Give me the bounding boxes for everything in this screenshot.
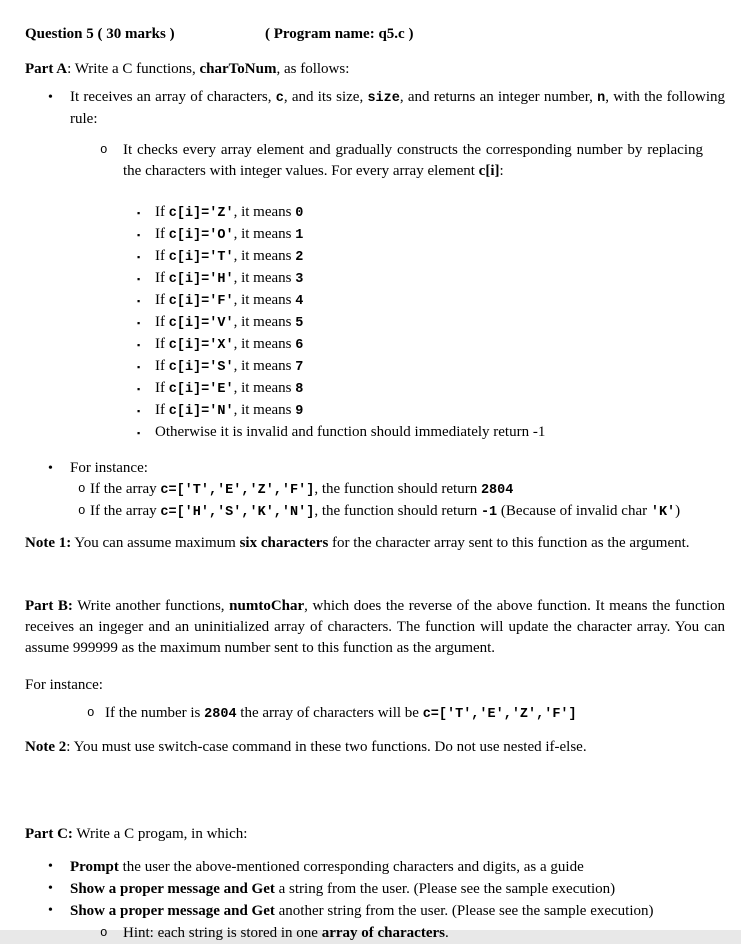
square-bullet-icon: ▪ <box>137 208 141 218</box>
square-bullet-icon: ▪ <box>137 340 141 350</box>
mapping-item-text: If c[i]='O', it means 1 <box>155 226 304 243</box>
mapping-item-otherwise <box>137 422 725 443</box>
bullet-text: Show a proper message and Get a string from the user. (Please see the sample execution) <box>70 881 616 897</box>
sub-bullet-checks-text: It checks every array element and gradually constructs the corresponding number by replacing the characters with integer values. For every array element c[i]: <box>123 142 703 179</box>
circle-bullet-icon: o <box>78 504 86 518</box>
bullet-text: Show a proper message and Get another string from the user. (Please see the sample execution) <box>70 903 654 919</box>
square-bullet-icon: ▪ <box>137 428 141 438</box>
mapping-item-text: If c[i]='N', it means 9 <box>155 402 304 419</box>
square-bullet-icon: ▪ <box>137 252 141 262</box>
circle-bullet-icon: o <box>100 926 108 940</box>
char-mapping-list <box>25 202 725 443</box>
square-bullet-icon: ▪ <box>137 274 141 284</box>
bullet-prompt <box>48 856 725 878</box>
mapping-item <box>137 400 725 422</box>
part-c-list <box>25 856 725 944</box>
for-instance-label-b: For instance: <box>25 677 103 693</box>
part-a-heading: Part A: Write a C functions, charToNum, as follows: <box>25 61 350 77</box>
bullet-receives-text: It receives an array of characters, c, and its size, size, and returns an integer number, n, with the following rule: <box>70 89 726 127</box>
mapping-item-text: If c[i]='H', it means 3 <box>155 270 304 287</box>
example-text: If the array c=['T','E','Z','F'], the function should return 2804 <box>90 481 514 498</box>
mapping-item <box>137 246 725 268</box>
program-name: ( Program name: q5.c ) <box>265 26 414 42</box>
mapping-item <box>137 268 725 290</box>
mapping-item <box>137 312 725 334</box>
example-text: If the number is 2804 the array of characters will be c=['T','E','Z','F'] <box>105 705 577 722</box>
disc-bullet-icon: • <box>48 461 53 476</box>
question-title: Question 5 ( 30 marks ) <box>25 26 175 42</box>
circle-bullet-icon: o <box>100 143 108 157</box>
bullet-get-string-2 <box>48 900 725 922</box>
mapping-item-text: If c[i]='V', it means 5 <box>155 314 304 331</box>
mapping-item-text: If c[i]='S', it means 7 <box>155 358 304 375</box>
square-bullet-icon: ▪ <box>137 230 141 240</box>
bullet-text: Prompt the user the above-mentioned corresponding characters and digits, as a guide <box>70 859 584 875</box>
square-bullet-icon: ▪ <box>137 384 141 394</box>
mapping-item <box>137 356 725 378</box>
question-header <box>25 24 725 45</box>
mapping-item-text: If c[i]='T', it means 2 <box>155 248 304 265</box>
mapping-item <box>137 202 725 224</box>
example-chartonum-1 <box>78 479 725 501</box>
for-instance-label: For instance: <box>70 460 148 476</box>
mapping-item-text: If c[i]='E', it means 8 <box>155 380 304 397</box>
mapping-item-text: If c[i]='X', it means 6 <box>155 336 304 353</box>
mapping-item-text: Otherwise it is invalid and function should immediately return -1 <box>155 424 546 440</box>
square-bullet-icon: ▪ <box>137 296 141 306</box>
note-1: Note 1: You can assume maximum six characters for the character array sent to this function as the argument. <box>25 535 690 551</box>
mapping-item <box>137 378 725 400</box>
mapping-item <box>137 334 725 356</box>
mapping-item <box>137 224 725 246</box>
square-bullet-icon: ▪ <box>137 318 141 328</box>
sub-bullet-checks <box>100 140 725 182</box>
mapping-item-text: If c[i]='Z', it means 0 <box>155 204 304 221</box>
part-c-heading: Part C: Write a C progam, in which: <box>25 826 248 842</box>
square-bullet-icon: ▪ <box>137 362 141 372</box>
mapping-item-text: If c[i]='F', it means 4 <box>155 292 304 309</box>
circle-bullet-icon: o <box>78 482 86 496</box>
disc-bullet-icon: • <box>48 903 53 918</box>
hint-item <box>100 922 725 944</box>
square-bullet-icon: ▪ <box>137 406 141 416</box>
disc-bullet-icon: • <box>48 881 53 896</box>
disc-bullet-icon: • <box>48 90 53 105</box>
circle-bullet-icon: o <box>87 706 95 720</box>
example-text: If the array c=['H','S','K','N'], the function should return -1 (Because of invalid char 'K') <box>90 503 681 520</box>
disc-bullet-icon: • <box>48 859 53 874</box>
bullet-receives <box>48 87 725 130</box>
example-numtochar <box>87 703 725 725</box>
mapping-item <box>137 290 725 312</box>
part-b-paragraph: Part B: Write another functions, numtoChar, which does the reverse of the above function. It means the function receives an ingeger and an uninitialized array of characters. The function will update the character array. You can assume 999999 as the maximum number sent to this function as the argument. <box>25 598 726 656</box>
bullet-get-string-1 <box>48 878 725 900</box>
hint-text: Hint: each string is stored in one array of characters. <box>123 925 449 941</box>
example-chartonum-2 <box>78 501 725 523</box>
bullet-for-instance-a <box>48 458 725 479</box>
note-2: Note 2: You must use switch-case command in these two functions. Do not use nested if-else. <box>25 739 587 755</box>
